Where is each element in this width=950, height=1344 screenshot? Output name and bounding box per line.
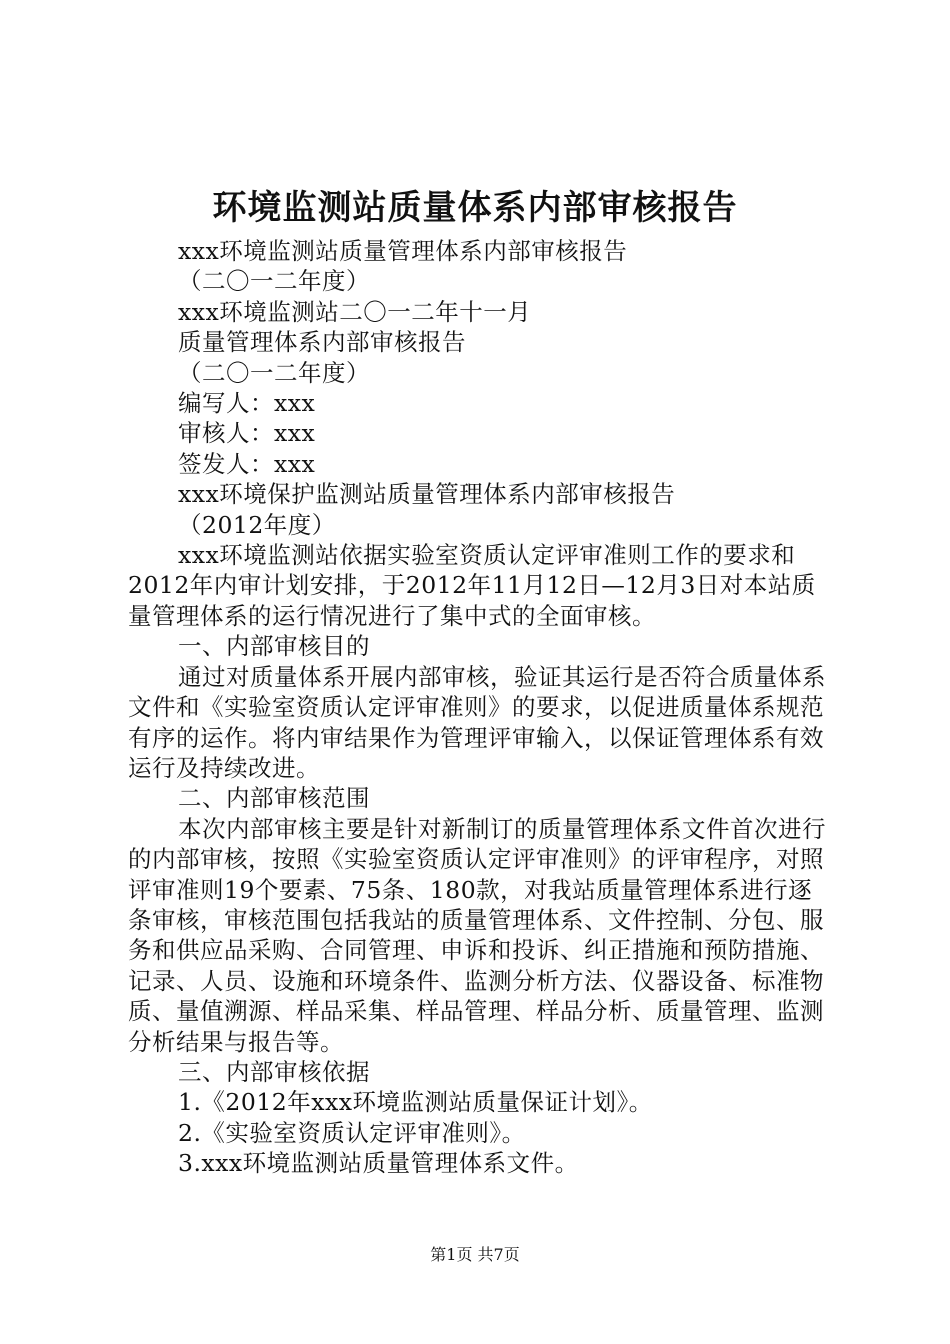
section-paragraph: 通过对质量体系开展内部审核，验证其运行是否符合质量体系文件和《实验室资质认定评审准则》的要求，以促进质量体系规范有序的运作。将内审结果作为管理评审输入，以保证管理体系有效运行及持续改进。 <box>128 662 826 782</box>
basis-item: 2.《实验室资质认定评审准则》。 <box>178 1118 526 1147</box>
cover-line: （2012年度） <box>178 510 336 539</box>
page-number: 第1页 共7页 <box>430 1245 520 1264</box>
section-paragraph: 本次内部审核主要是针对新制订的质量管理体系文件首次进行的内部审核，按照《实验室资质认定评审准则》的评审程序，对照评审准则19个要素、75条、180款，对我站质量管理体系进行逐条审核，审核范围包括我站的质量管理体系、文件控制、分包、服务和供应品采购、合同管理、申诉和投诉、纠正措施和预防措施、记录、人员、设施和环境条件、监测分析方法、仪器设备、标准物质、量值溯源、样品采集、样品管理、样品分析、质量管理、监测分析结果与报告等。 <box>128 814 826 1056</box>
cover-line: （二〇一二年度） <box>178 267 370 296</box>
basis-item: 3.xxx环境监测站质量管理体系文件。 <box>178 1149 579 1178</box>
basis-item: 1.《2012年xxx环境监测站质量保证计划》。 <box>178 1088 653 1117</box>
document-title: 环境监测站质量体系内部审核报告 <box>212 188 738 228</box>
intro-paragraph: xxx环境监测站依据实验室资质认定评审准则工作的要求和2012年内审计划安排，于2012年11月12日—12月3日对本站质量管理体系的运行情况进行了集中式的全面审核。 <box>128 541 816 630</box>
document-body <box>128 236 834 1179</box>
section-heading: 二、内部审核范围 <box>178 784 370 813</box>
section-heading: 三、内部审核依据 <box>178 1057 370 1086</box>
cover-line: （二〇一二年度） <box>178 358 370 387</box>
author-line: 编写人：xxx <box>178 389 316 418</box>
cover-line: xxx环境监测站二〇一二年十一月 <box>178 297 532 326</box>
reviewer-line: 审核人：xxx <box>178 419 316 448</box>
issuer-line: 签发人：xxx <box>178 449 316 478</box>
cover-line: xxx环境监测站质量管理体系内部审核报告 <box>178 237 628 265</box>
cover-line: 质量管理体系内部审核报告 <box>178 328 466 357</box>
section-heading: 一、内部审核目的 <box>178 632 370 661</box>
cover-line: xxx环境保护监测站质量管理体系内部审核报告 <box>178 480 676 509</box>
